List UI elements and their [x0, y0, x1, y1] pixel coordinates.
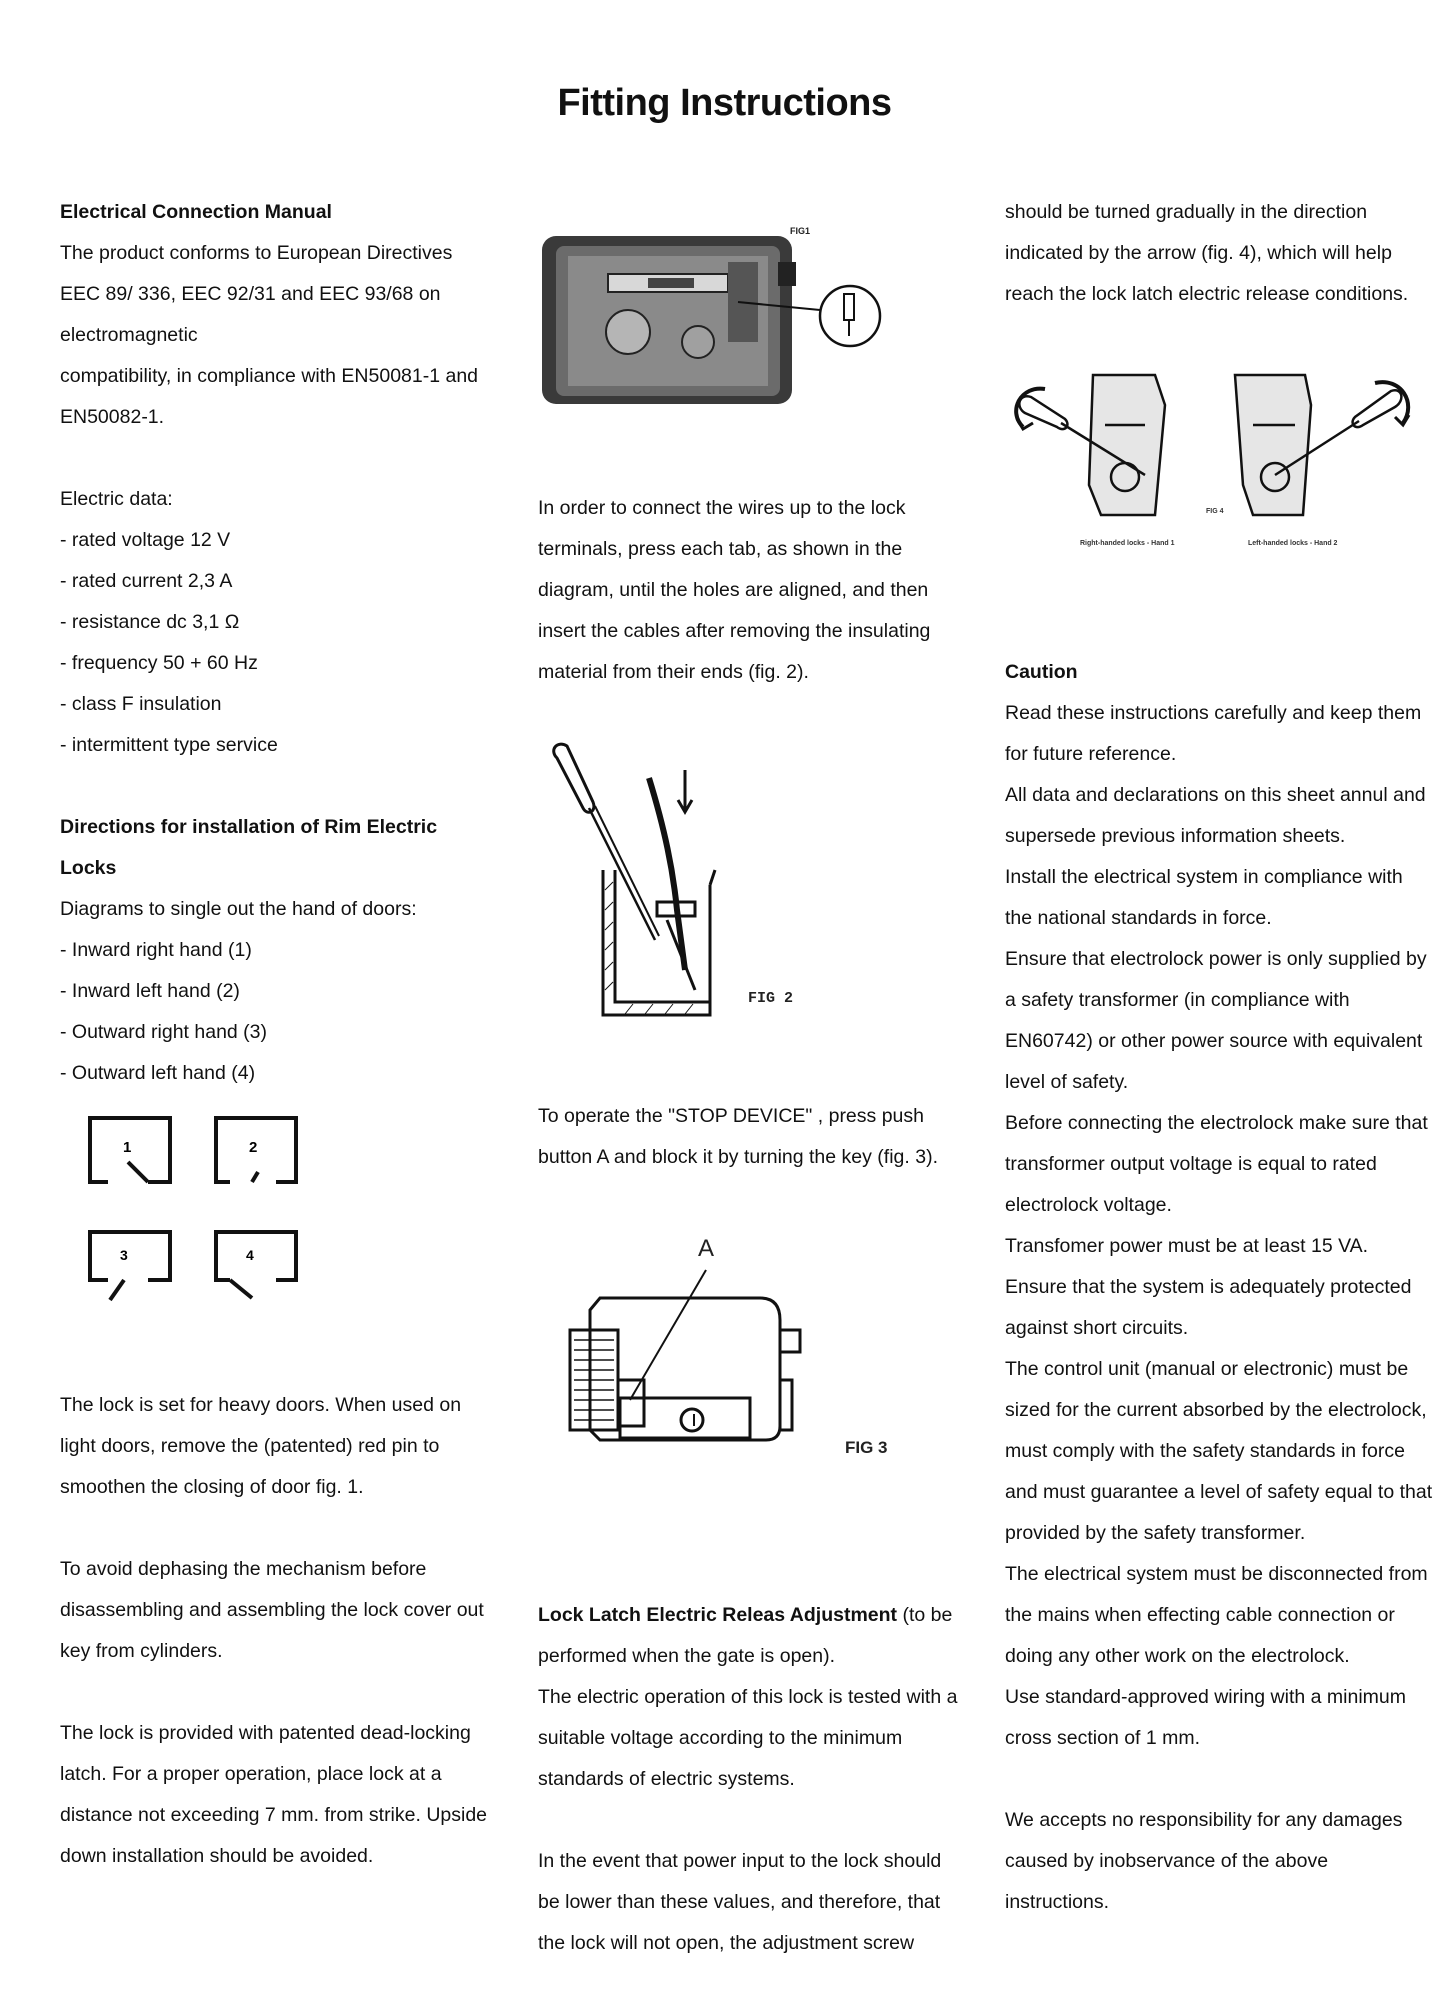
responsibility-line: caused by inobservance of the above: [1005, 1850, 1329, 1872]
hand-item: - Outward right hand (3): [60, 1021, 268, 1043]
electric-data-label: Electric data:: [60, 488, 173, 510]
caution-line: against short circuits.: [1005, 1317, 1189, 1339]
column-left: [60, 192, 500, 1094]
caution-line: The electrical system must be disconnected from: [1005, 1563, 1428, 1585]
stop-device-line: button A and block it by turning the key (fig. 3).: [538, 1146, 938, 1168]
latch-line: suitable voltage according to the minimum: [538, 1727, 903, 1749]
latch-heading-rest: (to be: [897, 1604, 953, 1626]
latch-heading-line: [538, 1595, 978, 1636]
electric-data-item: - resistance dc 3,1 Ω: [60, 611, 240, 633]
conforms-line: EEC 89/ 336, EEC 92/31 and EEC 93/68 on: [60, 283, 441, 305]
caution-line: level of safety.: [1005, 1071, 1129, 1093]
heavy-doors-line: smoothen the closing of door fig. 1.: [60, 1476, 364, 1498]
hand-number: 3: [120, 1247, 128, 1263]
caution-line: a safety transformer (in compliance with: [1005, 989, 1350, 1011]
conforms-line: electromagnetic: [60, 324, 198, 346]
electrical-connection-heading: Electrical Connection Manual: [60, 201, 332, 223]
fig1-label: FIG1: [790, 226, 811, 236]
electric-data-item: - rated current 2,3 A: [60, 570, 233, 592]
screw-line: should be turned gradually in the direction: [1005, 201, 1368, 223]
fig4-left-caption: Right-handed locks - Hand 1: [1080, 540, 1175, 547]
fig3-a-label: A: [698, 1235, 715, 1262]
caution-line: the national standards in force.: [1005, 907, 1272, 929]
conforms-line: The product conforms to European Directives: [60, 242, 453, 264]
caution-line: Ensure that electrolock power is only supplied by: [1005, 948, 1427, 970]
caution-line: Ensure that the system is adequately protected: [1005, 1276, 1412, 1298]
caution-line: Read these instructions carefully and keep them: [1005, 702, 1422, 724]
caution-line: must comply with the safety standards in force: [1005, 1440, 1405, 1462]
caution-line: EN60742) or other power source with equivalent: [1005, 1030, 1423, 1052]
screw-line: indicated by the arrow (fig. 4), which will help: [1005, 242, 1392, 264]
deadlocking-line: distance not exceeding 7 mm. from strike. Upside: [60, 1804, 488, 1826]
power-line: In the event that power input to the lock should: [538, 1850, 942, 1872]
fig4-right-caption: Left-handed locks - Hand 2: [1248, 540, 1338, 547]
latch-adjustment-text: [538, 1595, 978, 1964]
caution-line: Use standard-approved wiring with a minimum: [1005, 1686, 1406, 1708]
hand-number: 1: [123, 1139, 132, 1156]
caution-heading: Caution: [1005, 661, 1078, 683]
wires-line: diagram, until the holes are aligned, and then: [538, 579, 929, 601]
latch-line: The electric operation of this lock is tested with a: [538, 1686, 958, 1708]
caution-line: All data and declarations on this sheet annul and: [1005, 784, 1426, 806]
caution-line: sized for the current absorbed by the electrolock,: [1005, 1399, 1427, 1421]
dephasing-line: To avoid dephasing the mechanism before: [60, 1558, 427, 1580]
wires-line: insert the cables after removing the insulating: [538, 620, 931, 642]
caution-line: Before connecting the electrolock make sure that: [1005, 1112, 1428, 1134]
electric-data-item: - rated voltage 12 V: [60, 529, 231, 551]
dephasing-line: disassembling and assembling the lock cover out: [60, 1599, 484, 1621]
hand-item: - Inward left hand (2): [60, 980, 240, 1002]
caution-line: for future reference.: [1005, 743, 1177, 765]
responsibility-line: We accepts no responsibility for any damages: [1005, 1809, 1403, 1831]
fig1-lock-photo: [538, 222, 918, 412]
electric-data-item: - class F insulation: [60, 693, 222, 715]
stop-device-line: To operate the "STOP DEVICE" , press push: [538, 1105, 924, 1127]
caution-line: The control unit (manual or electronic) must be: [1005, 1358, 1409, 1380]
wires-line: In order to connect the wires up to the lock: [538, 497, 906, 519]
power-line: the lock will not open, the adjustment screw: [538, 1932, 915, 1954]
deadlocking-line: The lock is provided with patented dead-locking: [60, 1722, 471, 1744]
hand-number: 2: [249, 1139, 258, 1156]
fig4-label: FIG 4: [1206, 508, 1224, 515]
latch-heading: Lock Latch Electric Releas Adjustment: [538, 1604, 898, 1626]
caution-section: [1005, 652, 1435, 1923]
caution-line: Transfomer power must be at least 15 VA.: [1005, 1235, 1369, 1257]
fig3-lock-diagram: [560, 1230, 830, 1460]
conforms-line: compatibility, in compliance with EN50081-1 and: [60, 365, 479, 387]
caution-line: transformer output voltage is equal to rated: [1005, 1153, 1377, 1175]
page-title: Fitting Instructions: [557, 82, 892, 124]
stop-device-text: [538, 1096, 978, 1178]
hand-item: - Inward right hand (1): [60, 939, 252, 961]
deadlocking-line: latch. For a proper operation, place lock at a: [60, 1763, 442, 1785]
caution-line: and must guarantee a level of safety equal to that: [1005, 1481, 1433, 1503]
wires-line: terminals, press each tab, as shown in the: [538, 538, 903, 560]
conforms-line: EN50082-1.: [60, 406, 165, 428]
electric-data-item: - frequency 50 + 60 Hz: [60, 652, 258, 674]
dephasing-line: key from cylinders.: [60, 1640, 223, 1662]
column-middle: [538, 488, 968, 693]
column-left-lower: [60, 1385, 500, 1877]
fig2-label: FIG 2: [748, 990, 794, 1007]
heavy-doors-line: The lock is set for heavy doors. When used on: [60, 1394, 462, 1416]
screw-line: reach the lock latch electric release conditions.: [1005, 283, 1409, 305]
electric-data-item: - intermittent type service: [60, 734, 278, 756]
diagrams-intro: Diagrams to single out the hand of doors:: [60, 898, 417, 920]
heavy-doors-line: light doors, remove the (patented) red pin to: [60, 1435, 440, 1457]
caution-line: provided by the safety transformer.: [1005, 1522, 1306, 1544]
caution-line: Install the electrical system in compliance with: [1005, 866, 1403, 888]
caution-line: supersede previous information sheets.: [1005, 825, 1346, 847]
caution-line: electrolock voltage.: [1005, 1194, 1172, 1216]
column-right-top: [1005, 192, 1425, 315]
hand-item: - Outward left hand (4): [60, 1062, 256, 1084]
directions-heading: Directions for installation of Rim Electric: [60, 816, 438, 838]
latch-line: performed when the gate is open).: [538, 1645, 836, 1667]
fig3-label: FIG 3: [845, 1438, 888, 1457]
caution-line: doing any other work on the electrolock.: [1005, 1645, 1350, 1667]
caution-line: cross section of 1 mm.: [1005, 1727, 1201, 1749]
responsibility-line: instructions.: [1005, 1891, 1110, 1913]
caution-line: the mains when effecting cable connection or: [1005, 1604, 1395, 1626]
latch-line: standards of electric systems.: [538, 1768, 795, 1790]
door-hand-diagrams: [80, 1110, 320, 1340]
wires-line: material from their ends (fig. 2).: [538, 661, 809, 683]
deadlocking-line: down installation should be avoided.: [60, 1845, 374, 1867]
hand-number: 4: [246, 1247, 254, 1263]
power-line: be lower than these values, and therefore, that: [538, 1891, 941, 1913]
directions-heading: Locks: [60, 857, 117, 879]
